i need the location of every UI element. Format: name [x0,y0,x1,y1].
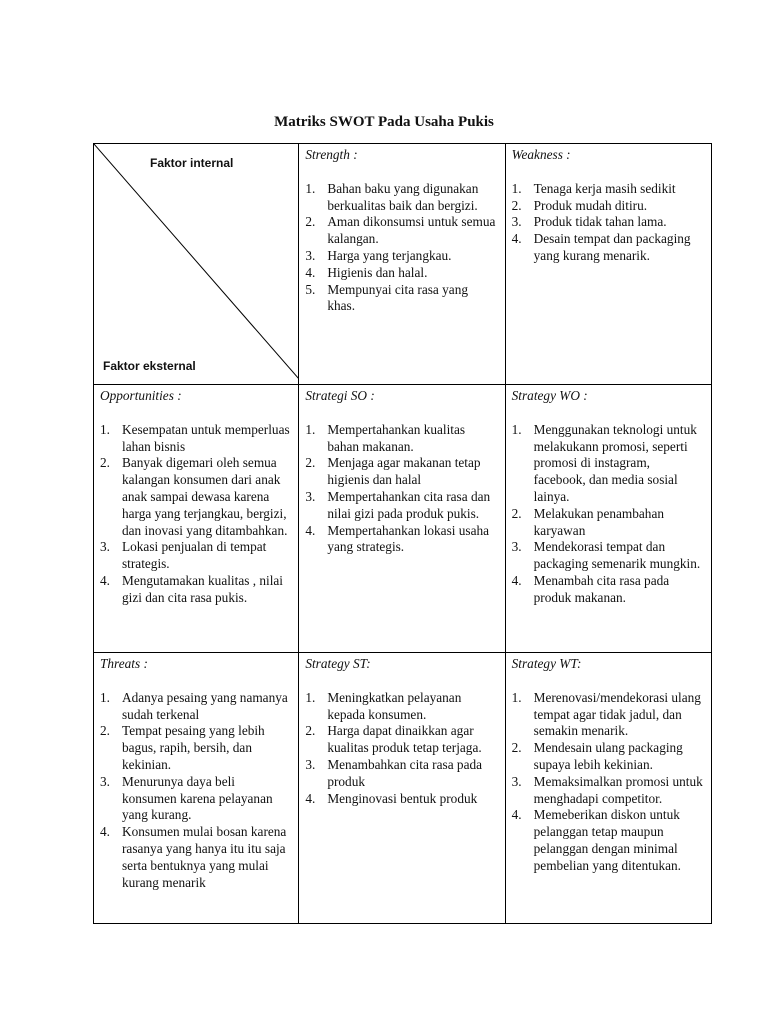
list-item-text: Banyak digemari oleh semua kalangan konsumen dari anak anak sampai dewasa karena harga yang terjangkau, bergizi, dan inovasi yang ditambahkan. [122,455,288,538]
list-item-text: Aman dikonsumsi untuk semua kalangan. [327,214,496,247]
list-item-number: 4. [305,522,316,538]
strategy-so-cell [299,385,505,653]
weakness-label: Weakness : [511,147,571,162]
list-item [100,824,292,891]
list-item-text: Desain tempat dan packaging yang kurang menarik. [533,231,691,263]
list-item-number: 1. [305,421,316,437]
list-item [512,422,705,506]
list-item [512,573,705,607]
list-item [305,422,498,456]
external-factor-label: Faktor eksternal [103,359,196,373]
strategy-wt-cell [505,653,711,924]
list-item [512,539,705,573]
list-item [512,740,705,774]
opportunities-cell [94,385,299,653]
list-item [100,539,292,573]
list-item-number: 3. [100,773,110,789]
list-item-text: Mendekorasi tempat dan packaging semenarik mungkin. [533,539,701,572]
list-item-number: 4. [511,572,522,588]
list-item-number: 3. [305,756,316,772]
list-item-number: 1. [305,180,316,196]
list-item-text: Memeberikan diskon untuk pelanggan tetap maupun pelanggan dengan minimal pembelian yang ditentukan. [533,807,681,873]
list-item-text: Menambahkan cita rasa pada produk [327,756,483,789]
list-item [305,265,498,282]
list-item-number: 2. [511,505,522,521]
swot-matrix-table [93,143,712,924]
list-item-text: Kesempatan untuk memperluas lahan bisnis [122,421,290,454]
list-item [100,455,292,539]
list-item-text: Menjaga agar makanan tetap higienis dan halal [327,455,481,488]
list-item-text: Menurunya daya beli konsumen karena pelayanan yang kurang. [122,773,273,823]
opportunities-label: Opportunities : [100,388,182,403]
table-row [94,653,712,924]
strategy-wo-cell [505,385,711,653]
list-item-text: Tenaga kerja masih sedikit [533,180,676,196]
strategy-st-list [305,690,498,808]
list-item-number: 2. [305,455,316,471]
list-item-text: Mempertahankan kualitas bahan makanan. [327,421,466,454]
list-item [512,807,705,874]
list-item [305,757,498,791]
list-item-text: Mengutamakan kualitas , nilai gizi dan cita rasa pukis. [122,572,283,605]
strength-cell [299,144,505,385]
list-item [305,214,498,248]
strategy-st-cell [299,653,505,924]
list-item-text: Meningkatkan pelayanan kepada konsumen. [327,689,462,722]
list-item [305,791,498,808]
strategy-st-label: Strategy ST: [305,656,371,671]
list-item-text: Lokasi penjualan di tempat strategis. [122,539,267,572]
internal-factor-label: Faktor internal [150,156,234,170]
list-item-number: 5. [305,281,316,297]
strategy-so-label: Strategi SO : [305,388,375,403]
strategy-wt-label: Strategy WT: [511,656,582,671]
list-item-number: 4. [511,231,522,247]
list-item [100,723,292,773]
list-item-number: 1. [511,689,522,705]
threats-list [100,690,292,892]
list-item-number: 1. [511,180,522,196]
list-item-number: 3. [511,214,522,230]
list-item [512,506,705,540]
list-item-number: 3. [305,488,316,504]
list-item-number: 3. [511,539,522,555]
list-item [305,248,498,265]
threats-label: Threats : [100,656,148,671]
opportunities-list [100,422,292,607]
table-row [94,385,712,653]
list-item-text: Bahan baku yang digunakan berkualitas baik dan bergizi. [327,180,479,213]
list-item-text: Konsumen mulai bosan karena rasanya yang hanya itu itu saja serta bentuknya yang mulai kurang menarik [122,824,287,890]
list-item-text: Mempertahankan cita rasa dan nilai gizi pada produk pukis. [327,488,491,521]
strategy-so-list [305,422,498,556]
list-item [305,523,498,557]
strategy-wo-label: Strategy WO : [511,388,588,403]
list-item-text: Memaksimalkan promosi untuk menghadapi competitor. [533,773,703,806]
list-item-text: Adanya pesaing yang namanya sudah terkenal [122,689,288,722]
strength-label: Strength : [305,147,358,162]
document-title: Matriks SWOT Pada Usaha Pukis [274,114,494,130]
list-item-number: 1. [100,689,110,705]
list-item-number: 4. [100,824,110,840]
strength-list [305,181,498,315]
list-item-text: Menambah cita rasa pada produk makanan. [533,572,670,605]
list-item-text: Menggunakan teknologi untuk melakukann promosi, seperti promosi di instagram, facebook, dan media sosial lainya. [533,421,697,504]
list-item-text: Higienis dan halal. [327,264,428,280]
list-item-text: Tempat pesaing yang lebih bagus, rapih, bersih, dan kekinian. [122,723,265,772]
list-item-number: 1. [100,421,110,437]
list-item [305,489,498,523]
list-item-text: Melakukan penambahan karyawan [533,505,664,538]
table-row [94,144,712,385]
list-item [512,181,705,198]
list-item [305,723,498,757]
list-item-number: 2. [100,455,110,471]
list-item-number: 2. [100,723,110,739]
strategy-wo-list [512,422,705,607]
list-item [305,690,498,724]
list-item-number: 4. [511,807,522,823]
list-item [100,774,292,824]
list-item-text: Mendesain ulang packaging supaya lebih kekinian. [533,740,683,772]
list-item [512,198,705,215]
list-item-number: 1. [511,421,522,437]
list-item-text: Mempunyai cita rasa yang khas. [327,281,469,314]
list-item-number: 4. [305,790,316,806]
list-item-text: Menginovasi bentuk produk [327,790,478,806]
diagonal-header-cell [94,144,299,385]
list-item-text: Mempertahankan lokasi usaha yang strategis. [327,522,490,555]
threats-cell [94,653,299,924]
list-item [305,282,498,316]
list-item [512,231,705,265]
list-item [100,573,292,607]
list-item-number: 4. [100,572,110,588]
list-item-text: Harga yang terjangkau. [327,247,452,263]
diagonal-divider-line [94,144,299,379]
list-item [305,181,498,215]
list-item-number: 4. [305,264,316,280]
list-item [100,422,292,456]
list-item-number: 3. [100,539,110,555]
list-item-text: Harga dapat dinaikkan agar kualitas produk tetap terjaga. [327,723,482,756]
list-item [512,214,705,231]
list-item [305,455,498,489]
list-item [512,690,705,740]
strategy-wt-list [512,690,705,875]
list-item-number: 2. [305,214,316,230]
list-item-number: 2. [305,723,316,739]
list-item-number: 3. [511,773,522,789]
list-item-text: Merenovasi/mendekorasi ulang tempat agar tidak jadul, dan semakin menarik. [533,689,701,739]
list-item-number: 1. [305,689,316,705]
list-item-text: Produk mudah ditiru. [533,197,648,213]
weakness-cell [505,144,711,385]
list-item [512,774,705,808]
list-item [100,690,292,724]
list-item-number: 3. [305,247,316,263]
list-item-number: 2. [511,197,522,213]
list-item-number: 2. [511,740,522,756]
list-item-text: Produk tidak tahan lama. [533,214,667,230]
weakness-list [512,181,705,265]
